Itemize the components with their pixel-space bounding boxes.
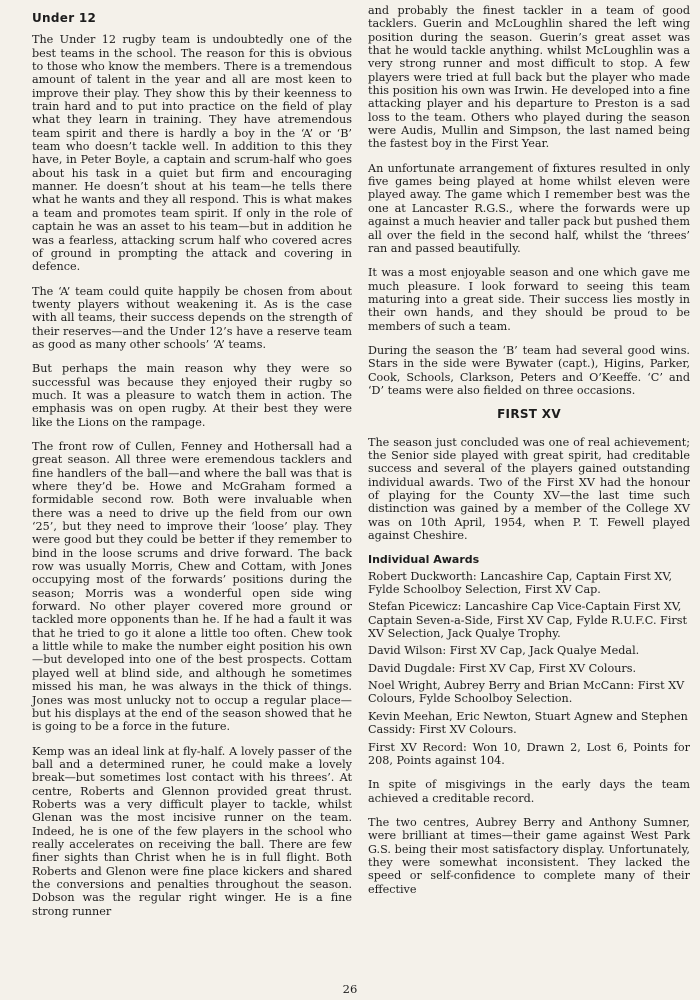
continuation-paragraph: and probably the finest tackler in a team of good tacklers. Guerin and McLoughlin shared the left wing position during the season. Guerin’s great asset was that he would tackle anything. whilst McLoughlin was a very strong runner and most difficult to stop. A few players were tried at full back but the player who made this position his own was Irwin. He developed into a fine attacking player and his departure to Preston is a sad loss to the team. Others who played during the season were Audis, Mullin and Simpson, the last named being the fastest boy in the First Year.	[368, 4, 690, 151]
first-xv-heading: FIRST XV	[497, 407, 561, 422]
awards-heading: Individual Awards	[368, 553, 480, 567]
continuation-paragraph: It was a most enjoyable season and one which gave me much pleasure. I look forward to seeing this team maturing into a great side. Their success lies mostly in their own hands, and they should be proud to be members of such a team.	[368, 266, 690, 333]
under12-paragraph: The ‘A’ team could quite happily be chosen from about twenty players without weakening it. As is the case with all teams, their success depends on the strength of their reserves—and the Under 12’s have a reserve team as good as many other schools’ ‘A’ teams.	[32, 284, 352, 351]
award-item: Kevin Meehan, Eric Newton, Stuart Agnew and Stephen Cassidy: First XV Colours.	[368, 709, 688, 737]
under12-paragraph: The Under 12 rugby team is undoubtedly one of the best teams in the school. The reason for this is obvious to those who know the members. There is a tremendous amount of talent in the year and all are most keen to improve their play. They show this by their keenness to train hard and to put into practice on the field of play what they learn in training. They have atremendous team spirit and there is hardly a boy in the ‘A’ or ‘B’ team who doesn’t tackle well. In addition to this they have, in Peter Boyle, a captain and scrum-half who goes about his task in a quiet but firm and encouraging manner. He doesn’t shout at his team—he tells there what he wants and they all respond. This is what makes a team and promotes team spirit. If only in the role of captain he was an asset to his team—but in addition he was a fearless, attacking scrum half who covered acres of ground in prompting the attack and covering in defence.	[32, 33, 352, 274]
under12-heading: Under 12	[32, 11, 97, 25]
continuation-paragraph: During the season the ‘B’ team had several good wins. Stars in the side were Bywater (capt.), Higins, Parker, Cook, Schools, Clarkson, Peters and O’Keeffe. ‘C’ and ‘D’ teams were also fielded on three occasions.	[368, 343, 690, 397]
award-item: Stefan Picewicz: Lancashire Cap Vice-Captain First XV, Captain Seven-a-Side, First XV Cap, Fylde R.U.F.C. First XV Selection, Jack Qualye Trophy.	[368, 600, 687, 641]
under12-paragraph: The front row of Cullen, Fenney and Hothersall had a great season. All three were eremendous tacklers and fine handlers of the ball—and where the ball was that is where they’d be. Howe and McGraham formed a formidable second row. Both were invaluable when there was a need to drive up the field from our own ‘25’, but they need to improve their ‘loose’ play. They were good but they could be better if they remember to bind in the loose scrums and drive forward. The back row was usually Morris, Chew and Cottam, with Jones occupying most of the forwards’ positions during the season; Morris was a wonderful open side wing forward. No other player covered more ground or tackled more opponents than he. If he had a fault it was that he tried to go it alone a little too often. Chew took a little while to make the number eight position his own—but developed into one of the best prospects. Cottam played well at blind side, and although he sometimes missed his man, he was always in the thick of things. Jones was most unlucky not to occup a regular place—but his displays at the end of the season showed that he is going to be a force in the future.	[32, 439, 352, 734]
award-item: David Wilson: First XV Cap, Jack Qualye Medal.	[368, 644, 640, 658]
page-number: 26	[342, 982, 358, 996]
under12-paragraph: Kemp was an ideal link at fly-half. A lovely passer of the ball and a determined runer, he could make a lovely break—but sometimes lost contact with his threes’. At centre, Roberts and Glennon provided great thrust. Roberts was a very difficult player to tackle, whilst Glenan was the most incisive runner on the team. Indeed, he is one of the few players in the school who really accelerates on receiving the ball. There are few finer sights than Christ when he is in full flight. Both Roberts and Glenon were fine place kickers and shared the conversions and penalties throughout the season. Dobson was the regular right winger. He is a fine strong runner	[32, 744, 352, 918]
first-xv-record: First XV Record: Won 10, Drawn 2, Lost 6, Points for 208, Points against 104.	[368, 740, 690, 767]
right-column	[368, 4, 690, 907]
closing-paragraph: The two centres, Aubrey Berry and Anthony Sumner, were brilliant at times—their game against West Park G.S. being their most satisfactory display. Unfortunately, they were somewhat inconsistent. They lacked the speed or self-confidence to complete many of their effective	[368, 815, 690, 896]
continuation-paragraph: An unfortunate arrangement of fixtures resulted in only five games being played at home whilst eleven were played away. The game which I remember best was the one at Lancaster R.G.S., where the forwards were up against a much heavier and taller pack but pushed them all over the field in the second half, whilst the ‘threes’ ran and passed beautifully.	[368, 161, 690, 255]
closing-paragraph: In spite of misgivings in the early days the team achieved a creditable record.	[368, 778, 690, 805]
award-item: Robert Duckworth: Lancashire Cap, Captain First XV, Fylde Schoolboy Selection, First XV Cap.	[368, 569, 673, 597]
award-item: Noel Wright, Aubrey Berry and Brian McCann: First XV Colours, Fylde Schoolboy Selection.	[368, 679, 685, 706]
left-column	[32, 12, 352, 929]
first-xv-intro: The season just concluded was one of real achievement; the Senior side played with great spirit, had creditable success and several of the players gained outstanding individual awards. Two of the First XV had the honour of playing for the County XV—the last time such distinction was gained by a member of the College XV was on 10th April, 1954, when P. T. Fewell played against Cheshire.	[368, 435, 690, 543]
under12-paragraph: But perhaps the main reason why they were so successful was because they enjoyed their rugby so much. It was a pleasure to watch them in action. The emphasis was on open rugby. At their best they were like the Lions on the rampage.	[32, 362, 352, 429]
award-item: David Dugdale: First XV Cap, First XV Colours.	[368, 661, 637, 675]
